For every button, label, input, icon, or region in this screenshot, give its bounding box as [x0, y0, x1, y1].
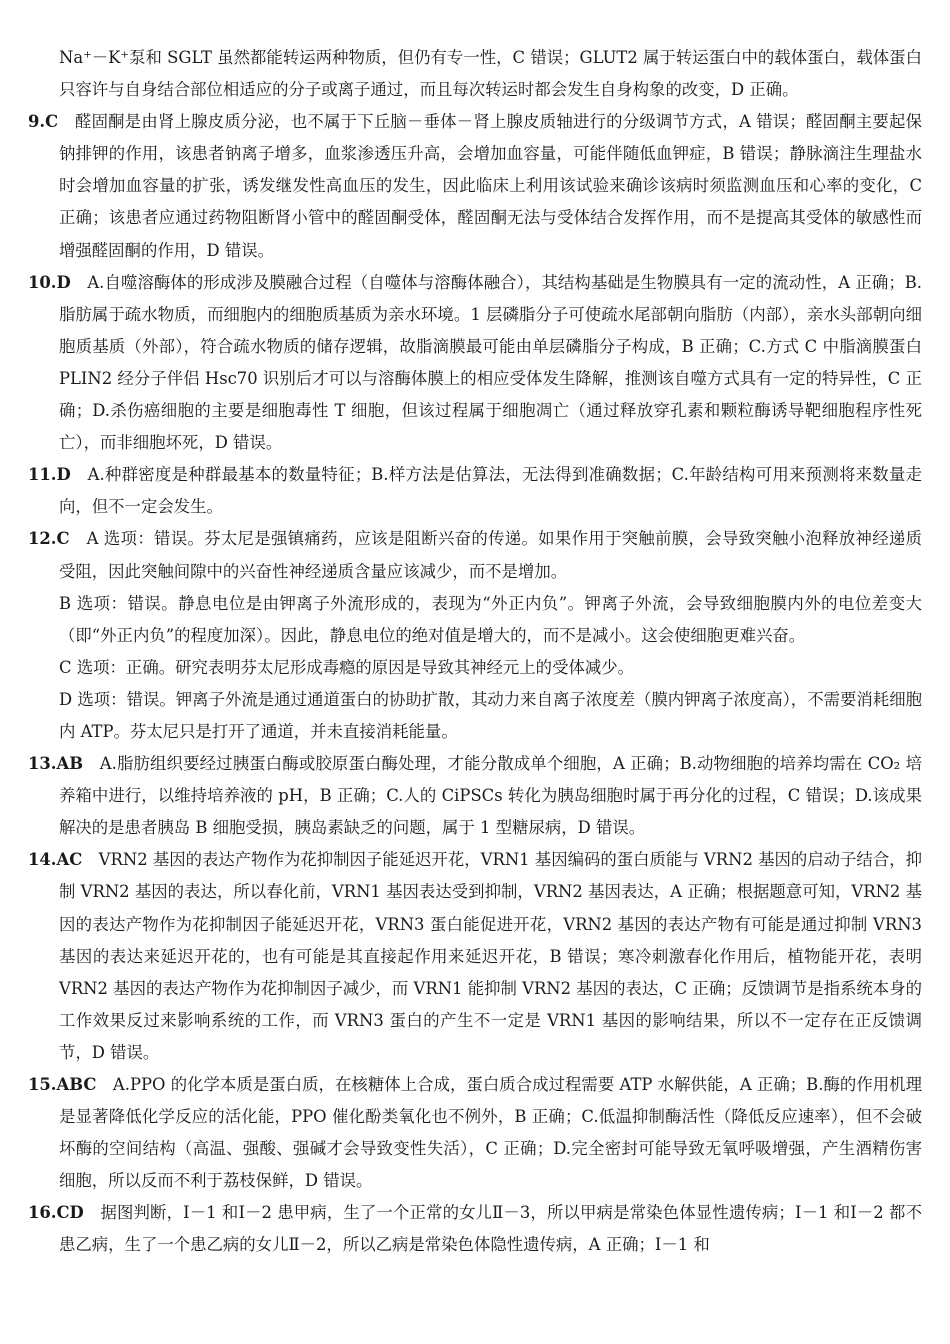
- answer-number: 11.D: [28, 465, 71, 485]
- paragraph-8-continuation: Na⁺－K⁺泵和 SGLT 虽然都能转运两种物质，但仍有专一性，C 错误；GLUT2 属于转运蛋白中的载体蛋白，载体蛋白只容许与自身结合部位相适应的分子或离子通过，而且每次转运时都会发生自身构象的改变，D 正确。: [59, 48, 922, 100]
- answer-12-option-d: D 选项：错误。钾离子外流是通过通道蛋白的协助扩散，其动力来自离子浓度差（膜内钾离子浓度高），不需要消耗细胞内 ATP。芬太尼只是打开了通道，并未直接消耗能量。: [59, 689, 922, 741]
- answer-14: [28, 844, 922, 1069]
- answer-number: 12.C: [28, 529, 70, 549]
- answer-15: [28, 1069, 922, 1197]
- answer-text: A 选项：错误。芬太尼是强镇痛药，应该是阻断兴奋的传递。如果作用于突触前膜，会导致突触小泡释放神经递质受阻，因此突触间隙中的兴奋性神经递质含量应该减少，而不是增加。: [59, 529, 922, 581]
- answer-number: 14.AC: [28, 850, 83, 870]
- answer-9: [28, 106, 922, 266]
- answer-10: [28, 267, 922, 460]
- answer-text: 醛固酮是由肾上腺皮质分泌，也不属于下丘脑－垂体－肾上腺皮质轴进行的分级调节方式，A 错误；醛固酮主要起保钠排钾的作用，该患者钠离子增多，血浆渗透压升高，会增加血容量，可能伴随低血钾症，B 错误；静脉滴注生理盐水时会增加血容量的扩张，诱发继发性高血压的发生，因此临床上利用该试验来确诊该病时须监测血压和心率的变化，C 正确；该患者应通过药物阻断肾小管中的醛固酮受体，醛固酮无法与受体结合发挥作用，而不是提高其受体的敏感性而增强醛固酮的作用，D 错误。: [58, 112, 922, 260]
- answer-number: 13.AB: [28, 754, 84, 774]
- answer-12-option-b: B 选项：错误。静息电位是由钾离子外流形成的，表现为“外正内负”。钾离子外流，会导致细胞膜内外的电位差变大（即“外正内负”的程度加深）。因此，静息电位的绝对值是增大的，而不是减小。这会使细胞更难兴奋。: [59, 593, 922, 645]
- answer-number: 9.C: [28, 112, 59, 132]
- answer-text: A.自噬溶酶体的形成涉及膜融合过程（自噬体与溶酶体融合），其结构基础是生物膜具有一定的流动性，A 正确；B.脂肪属于疏水物质，而细胞内的细胞质基质为亲水环境。1 层磷脂分子可使疏水尾部朝向脂肪（内部），亲水头部朝向细胞质基质（外部），符合疏水物质的储存逻辑，故脂滴膜最可能由单层磷脂分子构成，B 正确；C.方式 C 中脂滴膜蛋白 PLIN2 经分子伴侣 Hsc70 识别后才可以与溶酶体膜上的相应受体发生降解，推测该自噬方式具有一定的特异性，C 正确；D.杀伤癌细胞的主要是细胞毒性 T 细胞，但该过程属于细胞凋亡（通过释放穿孔素和颗粒酶诱导靶细胞程序性死亡），而非细胞坏死，D 错误。: [59, 272, 922, 453]
- answer-13: [28, 748, 922, 844]
- answer-text: VRN2 基因的表达产物作为花抑制因子能延迟开花，VRN1 基因编码的蛋白质能与 VRN2 基因的启动子结合，抑制 VRN2 基因的表达，所以春化前，VRN1 基因表达受到抑制，VRN2 基因表达，A 正确；根据题意可知，VRN2 基因的表达产物作为花抑制因子能延迟开花，VRN3 蛋白能促进开花，VRN2 基因的表达产物有可能是通过抑制 VRN3 基因的表达来延迟开花的，也有可能是其直接起作用来延迟开花，B 错误；寒冷刺激春化作用后，植物能开花，表明 VRN2 基因的表达产物作为花抑制因子减少，而 VRN1 能抑制 VRN2 基因的表达，C 正确；反馈调节是指系统本身的工作效果反过来影响系统的工作，而 VRN3 蛋白的产生不一定是 VRN1 基因的影响结果，所以不一定存在正反馈调节，D 错误。: [59, 850, 922, 1062]
- answer-text: 据图判断，Ⅰ－1 和Ⅰ－2 患甲病，生了一个正常的女儿Ⅱ－3，所以甲病是常染色体显性遗传病；Ⅰ－1 和Ⅰ－2 都不患乙病，生了一个患乙病的女儿Ⅱ－2，所以乙病是常染色体隐性遗传病，A 正确；Ⅰ－1 和: [59, 1203, 922, 1255]
- answer-text: A.脂肪组织要经过胰蛋白酶或胶原蛋白酶处理，才能分散成单个细胞，A 正确；B.动物细胞的培养均需在 CO₂ 培养箱中进行，以维持培养液的 pH，B 正确；C.人的 CiPSCs 转化为胰岛细胞时属于再分化的过程，C 错误；D.该成果解决的是患者胰岛 B 细胞受损，胰岛素缺乏的问题，属于 1 型糖尿病，D 错误。: [59, 754, 922, 838]
- answer-number: 10.D: [28, 272, 71, 292]
- answer-12: [28, 523, 922, 587]
- answer-text: A.种群密度是种群最基本的数量特征；B.样方法是估算法，无法得到准确数据；C.年龄结构可用来预测将来数量走向，但不一定会发生。: [59, 465, 922, 517]
- answer-11: [28, 459, 922, 523]
- answer-text: A.PPO 的化学本质是蛋白质，在核糖体上合成，蛋白质合成过程需要 ATP 水解供能，A 正确；B.酶的作用机理是显著降低化学反应的活化能，PPO 催化酚类氧化也不例外，B 正确；C.低温抑制酶活性（降低反应速率），但不会破坏酶的空间结构（高温、强酸、强碱才会导致变性失活），C 正确；D.完全密封可能导致无氧呼吸增强，产生酒精伤害细胞，所以反而不利于荔枝保鲜，D 错误。: [59, 1075, 922, 1191]
- answer-number: 16.CD: [28, 1203, 84, 1223]
- answer-12-option-c: C 选项：正确。研究表明芬太尼形成毒瘾的原因是导致其神经元上的受体减少。: [59, 657, 635, 677]
- answer-number: 15.ABC: [28, 1075, 97, 1094]
- answer-16: [28, 1197, 922, 1261]
